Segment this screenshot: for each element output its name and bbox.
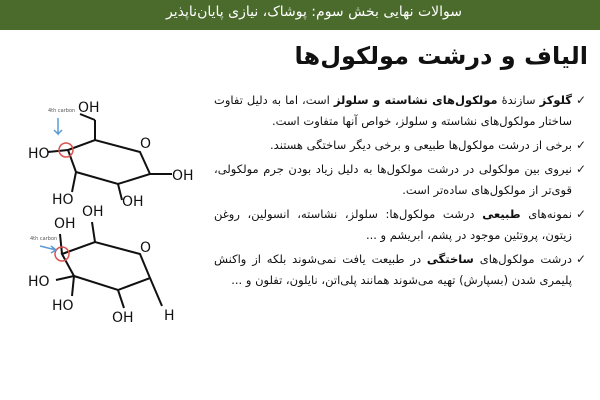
check-icon: ✓ (575, 252, 586, 266)
arrow-icon (40, 246, 56, 253)
bullet-item (214, 204, 586, 246)
bullet-bold-text: مولکول‌های نشاسته و سلولز (333, 93, 498, 107)
bullet-item (214, 249, 586, 291)
header-bar (0, 0, 600, 30)
bullet-bold-text: ساختگی (426, 252, 474, 266)
check-icon: ✓ (575, 207, 586, 221)
atom-label: OH (54, 216, 76, 232)
atom-label: HO (28, 146, 50, 162)
bond (72, 276, 74, 296)
atom-label: H (164, 308, 175, 324)
bullet-item (214, 159, 586, 201)
carbon-note: 4th carbon (30, 236, 58, 242)
slide-title: الیاف و درشت مولکول‌ها (294, 42, 588, 70)
bullet-text: درشت مولکول‌های (473, 252, 572, 266)
bullet-item (214, 135, 586, 156)
atom-label: OH (82, 204, 104, 220)
bond (118, 290, 124, 308)
bullet-bold-text: طبیعی (482, 207, 521, 221)
atom-label: O (140, 136, 152, 152)
atom-label: HO (52, 298, 74, 314)
check-icon: ✓ (575, 162, 586, 176)
molecule-diagrams (0, 92, 220, 392)
bullet-bold-text: گلوکز (539, 93, 572, 107)
bond (150, 278, 162, 306)
galactose-molecule-bottom (56, 222, 162, 308)
bullet-text: درشت مولکول‌ها: سلولز، نشاسته، انسولین، روغن زیتون، پروتئین موجود در پشم، ابریشم و ... (214, 207, 572, 242)
carbon-note: 4th carbon (48, 108, 76, 114)
bond (72, 172, 76, 192)
atom-label: OH (172, 168, 194, 184)
bullet-text: نمونه‌های (520, 207, 572, 221)
bullet-list (214, 90, 586, 294)
bullet-text: در طبیعت یافت نمی‌شوند بلکه از واکنش پلیمری شدن (بسپارش) تهیه می‌شوند همانند پلی‌اتن، نایلون، تفلون و ... (214, 252, 572, 287)
bullet-text: نیروی بین مولکولی در درشت مولکول‌ها به دلیل زیاد بودن جرم مولکولی، قوی‌تر از مولکول‌های ساده‌تر است. (214, 162, 572, 197)
header-title: سوالات نهایی بخش سوم: پوشاک، نیازی پایان‌ناپذیر (166, 4, 462, 20)
atom-label: HO (28, 274, 50, 290)
atom-label: O (140, 240, 152, 256)
check-icon: ✓ (575, 138, 586, 152)
bond (60, 234, 62, 254)
bullet-text: برخی از درشت مولکول‌ها طبیعی و برخی دیگر ساختگی هستند. (270, 138, 572, 152)
atom-label: OH (112, 310, 134, 326)
atom-label: OH (122, 194, 144, 210)
atom-label: OH (78, 100, 100, 116)
bond (92, 222, 95, 242)
bond (56, 276, 74, 280)
bond (48, 150, 68, 152)
atom-label: HO (52, 192, 74, 208)
bullet-text: است، اما به دلیل تفاوت ساختار مولکول‌های نشاسته و سلولز، خواص آنها متفاوت است. (214, 93, 572, 128)
ring-bond (68, 140, 150, 184)
arrow-icon (54, 118, 62, 134)
ring-bond (62, 242, 150, 290)
bullet-item (214, 90, 586, 132)
check-icon: ✓ (575, 93, 586, 107)
bullet-text: سازندهٔ (497, 93, 540, 107)
